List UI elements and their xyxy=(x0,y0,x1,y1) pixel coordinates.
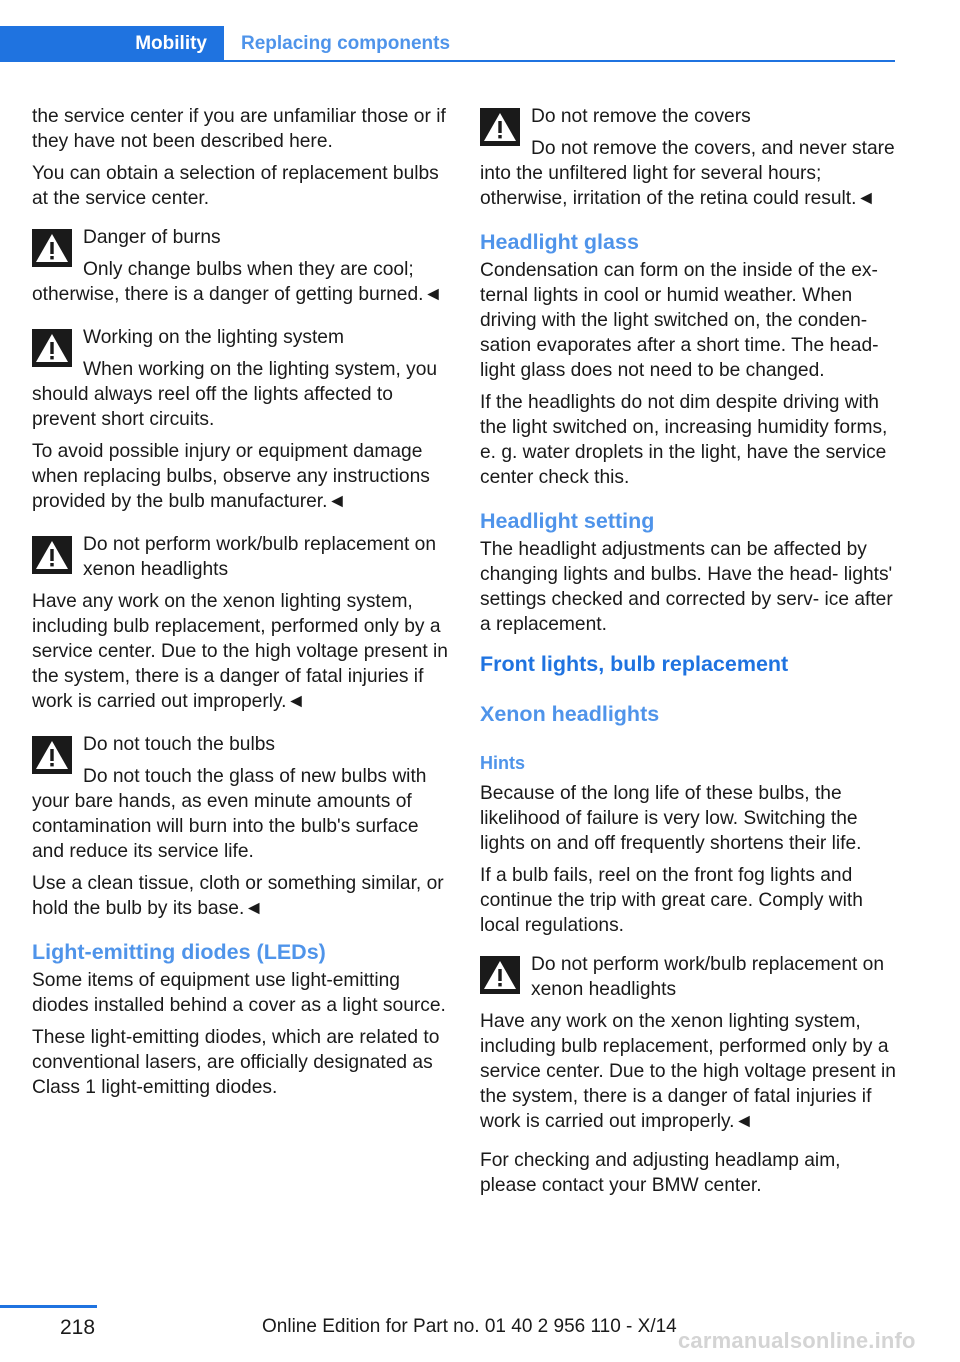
edition-note: Online Edition for Part no. 01 40 2 956 110 - X/14 xyxy=(262,1316,677,1337)
header-divider xyxy=(0,60,895,62)
warning-title: Do not touch the bulbs xyxy=(83,734,276,755)
paragraph: You can obtain a selection of replacement bulbs at the service center. xyxy=(32,163,439,209)
page-header xyxy=(0,26,895,62)
warning-block xyxy=(32,325,450,514)
warning-triangle-icon xyxy=(32,329,72,367)
warning-text: To avoid possible injury or equipment damage when replacing bulbs, observe any instructions provided by the bulb manufacturer.◄ xyxy=(32,441,430,512)
page-number: 218 xyxy=(60,1316,96,1339)
warning-triangle-icon xyxy=(32,736,72,774)
section-heading: Headlight glass xyxy=(480,230,639,254)
warning-triangle-icon xyxy=(480,956,520,994)
warning-triangle-icon xyxy=(32,229,72,267)
section-heading: Light-emitting diodes (LEDs) xyxy=(32,940,326,964)
warning-text: When working on the lighting system, you should always reel off the lights affected to prevent short circuits. xyxy=(32,359,438,430)
warning-block xyxy=(32,532,450,714)
warning-text: Have any work on the xenon lighting system, including bulb replacement, performed only by a service center. Due to the high voltage present in the system, there is a danger of fatal injuries if work is carried out improperly.◄ xyxy=(480,1011,896,1132)
section-heading: Headlight setting xyxy=(480,509,655,533)
warning-title: Danger of burns xyxy=(83,227,221,248)
chapter-heading: Front lights, bulb replacement xyxy=(480,652,789,676)
warning-title: Do not remove the covers xyxy=(531,106,751,127)
right-column xyxy=(480,104,896,1205)
paragraph: Because of the long life of these bulbs, the likelihood of failure is very low. Switching the lights on and off frequently shortens their life. xyxy=(480,783,862,854)
tab-mobility[interactable]: Mobility xyxy=(0,26,224,62)
warning-triangle-icon xyxy=(32,536,72,574)
paragraph: For checking and adjusting headlamp aim, please contact your BMW center. xyxy=(480,1150,841,1196)
paragraph: The headlight adjustments can be affected by changing lights and bulbs. Have the head‐ lights' settings checked and corrected by serv‐ ice after a replacement. xyxy=(480,539,893,635)
warning-title: Working on the lighting system xyxy=(83,327,344,348)
warning-text: Do not touch the glass of new bulbs with your bare hands, as even minute amounts of contamination will burn into the bulb's surface and reduce its service life. xyxy=(32,766,427,862)
paragraph: Condensation can form on the inside of the ex‐ ternal lights in cool or humid weather. When driving with the light switched on, the conden‐ sation evaporates after a short time. The head‐ light glass does not need to be changed. xyxy=(480,260,879,381)
warning-block xyxy=(480,104,896,211)
warning-block xyxy=(32,732,450,921)
warning-title: Do not perform work/bulb replacement on xenon headlights xyxy=(531,954,885,1000)
subsection-heading: Hints xyxy=(480,753,525,773)
paragraph: These light-emitting diodes, which are related to conventional lasers, are officially designated as Class 1 light-emitting diodes. xyxy=(32,1027,440,1098)
warning-text: Have any work on the xenon lighting system, including bulb replacement, performed only by a service center. Due to the high voltage present in the system, there is a danger of fatal injuries if work is carried out improperly.◄ xyxy=(32,591,448,712)
footer-divider xyxy=(0,1305,97,1308)
paragraph: If the headlights do not dim despite driving with the light switched on, increasing humidity forms, e. g. water droplets in the light, have the service center check this. xyxy=(480,392,888,488)
paragraph: If a bulb fails, reel on the front fog lights and continue the trip with great care. Comply with local regulations. xyxy=(480,865,863,936)
paragraph: the service center if you are unfamiliar those or if they have not been described here. xyxy=(32,106,446,152)
paragraph: Some items of equipment use light-emitting diodes installed behind a cover as a light source. xyxy=(32,970,446,1016)
warning-title: Do not perform work/bulb replacement on xenon headlights xyxy=(83,534,437,580)
watermark: carmanualsonline.info xyxy=(678,1328,916,1353)
warning-triangle-icon xyxy=(480,108,520,146)
tab-replacing-components[interactable]: Replacing components xyxy=(241,33,451,54)
warning-text: Do not remove the covers, and never stare into the unfiltered light for several hours; otherwise, irritation of the retina could result.◄ xyxy=(480,138,895,209)
warning-block xyxy=(32,225,450,307)
warning-text: Use a clean tissue, cloth or something similar, or hold the bulb by its base.◄ xyxy=(32,873,444,919)
subchapter-heading: Xenon headlights xyxy=(480,702,660,726)
warning-block xyxy=(480,952,896,1134)
warning-text: Only change bulbs when they are cool; otherwise, there is a danger of getting burned.◄ xyxy=(32,259,443,305)
left-column xyxy=(32,104,450,1107)
